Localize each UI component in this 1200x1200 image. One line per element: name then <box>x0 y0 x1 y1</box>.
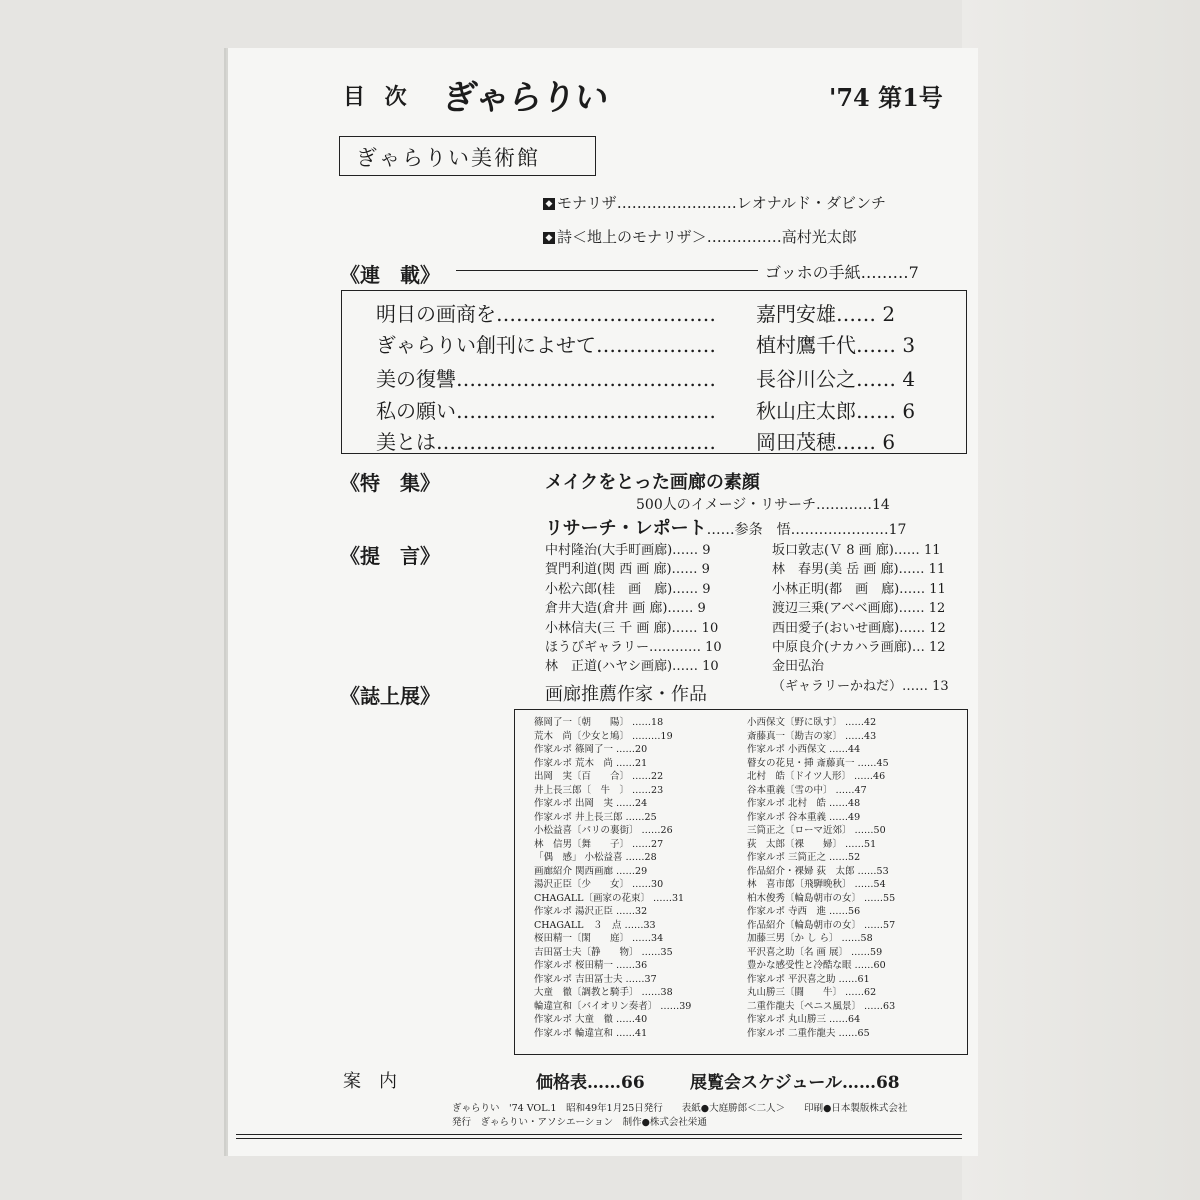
exhibit-item: 作家ルポ 井上長三郎 ……25 <box>534 811 657 823</box>
issue-number: '74 第1号 <box>829 83 943 112</box>
serial-row: ぎゃらりい創刊によせて……………… <box>376 333 716 357</box>
serial-row-author: 長谷川公之…… 4 <box>756 367 916 391</box>
exhibit-right-list <box>747 716 895 1040</box>
exhibit-item: 作家ルポ 二重作龍夫 ……65 <box>747 1027 870 1039</box>
exhibit-left-list <box>534 716 691 1040</box>
exhibit-item: CHAGALL ３ 点 ……33 <box>534 919 656 931</box>
exhibit-item: 吉田冨士夫〔静 物〕 ……35 <box>534 946 673 958</box>
exhibit-item: 作品紹介〔輪島朝市の女〕 ……57 <box>747 919 896 931</box>
exhibit-item: 作家ルポ 小西保文 ……44 <box>747 744 861 755</box>
exhibit-item: 荻 太郎〔裸 婦〕 ……51 <box>747 838 877 850</box>
book-edge <box>962 0 1200 1200</box>
proposal-label: 《提 言》 <box>340 544 440 568</box>
exhibit-item: 作家ルポ 荒木 尚 ……21 <box>534 757 648 769</box>
museum-title: ぎゃらりい美術館 <box>356 146 540 170</box>
exhibit-item: 作家ルポ 谷本重義 ……49 <box>747 811 861 823</box>
research-report: リサーチ・レポート……参条 悟…………………17 <box>545 518 907 539</box>
proposal-item: 金田弘治 <box>772 659 825 675</box>
exhibit-item: 瞽女の花見・挿 斎藤真一 ……45 <box>747 757 889 769</box>
serial-row-author: 植村鷹千代…… 3 <box>756 333 916 357</box>
serial-row: 美とは…………………………………… <box>376 430 716 454</box>
serial-row: 美の復讐………………………………… <box>376 367 716 391</box>
exhibit-item: 作品紹介・裸婦 荻 太郎 ……53 <box>747 865 889 877</box>
magazine-logo: ぎゃらりい <box>439 78 611 118</box>
colophon-line-2: 発行 ぎゃらりい・アソシエーション 制作●株式会社栄通 <box>452 1117 707 1128</box>
exhibit-item: 三筒正之〔ローマ近郊〕 ……50 <box>747 825 886 836</box>
exhibit-item: 「偶 感」 小松益喜 ……28 <box>534 852 657 863</box>
exhibit-item: 桜田精一〔閑 庭〕 ……34 <box>534 933 664 944</box>
exhibit-item: 作家ルポ 出岡 実 ……24 <box>534 798 648 809</box>
exhibit-item: 林 喜市郎〔飛騨晩秋〕 ……54 <box>747 879 886 890</box>
museum-item-1: ◆ モナリザ……………………レオナルド・ダビンチ <box>543 192 886 213</box>
exhibit-item: 湯沢正臣〔少 女〕 ……30 <box>534 879 664 890</box>
exhibit-item: CHAGALL〔画家の花束〕 ……31 <box>534 892 685 904</box>
exhibit-item: 出岡 実〔百 合〕 ……22 <box>534 771 664 782</box>
serial-row-author: 秋山庄太郎…… 6 <box>756 399 916 423</box>
proposal-item: 倉井大造(倉井 画 廊)…… 9 <box>545 601 706 617</box>
exhibit-item: 林 信男〔舞 子〕 ……27 <box>534 838 664 850</box>
colophon-line-1: ぎゃらりい '74 VOL.1 昭和49年1月25日発行 表紙●大庭勝郎＜二人＞ 印刷●日本製版株式会社 <box>452 1103 908 1114</box>
serial-label: 《連 載》 <box>340 263 440 287</box>
exhibit-item: 作家ルポ 湯沢正臣 ……32 <box>534 906 648 917</box>
proposal-item: ほうびギャラリー………… 10 <box>545 640 722 656</box>
exhibit-item: 大童 徹〔調教と騎手〕 ……38 <box>534 987 673 998</box>
serial-row-author: 岡田茂穂…… 6 <box>756 430 896 454</box>
proposal-item: 渡辺三乗(アベベ画廊)…… 12 <box>772 601 946 617</box>
exhibit-item: 作家ルポ 輪違宣和 ……41 <box>534 1027 648 1039</box>
exhibit-item: 輪違宣和〔バイオリン奏者〕 ……39 <box>534 1000 692 1012</box>
exhibit-item: 平沢喜之助〔名 画 展〕 ……59 <box>747 946 883 958</box>
diamond-box-icon: ◆ <box>543 198 555 210</box>
proposal-item: （ギャラリーかねだ）…… 13 <box>772 678 949 694</box>
serial-row: 私の願い………………………………… <box>376 399 716 423</box>
bottom-double-rule <box>236 1134 962 1139</box>
feature-title: メイクをとった画廊の素顔 <box>545 472 760 493</box>
exhibit-item: 作家ルポ 丸山勝三 ……64 <box>747 1014 861 1025</box>
exhibit-title: 画廊推薦作家・作品 <box>545 684 707 705</box>
exhibit-item: 作家ルポ 篠岡了一 ……20 <box>534 744 648 755</box>
exhibit-item: 丸山勝三〔闘 牛〕 ……62 <box>747 987 877 998</box>
exhibit-item: 荒木 尚〔少女と鳩〕 ………19 <box>534 730 673 742</box>
proposal-item: 坂口敦志(Ｖ 8 画 廊)…… 11 <box>772 543 941 558</box>
exhibit-label: 《誌上展》 <box>340 684 440 708</box>
serial-row-author: 嘉門安雄…… 2 <box>756 302 896 326</box>
proposal-item: 林 春男(美 岳 画 廊)…… 11 <box>772 562 946 578</box>
exhibit-item: 北村 皓〔ドイツ人形〕 ……46 <box>747 771 886 782</box>
proposal-item: 小林正明(都 画 廊)…… 11 <box>772 581 946 597</box>
feature-label: 《特 集》 <box>340 471 440 495</box>
exhibit-item: 作家ルポ 大童 徹 ……40 <box>534 1014 648 1025</box>
proposal-left <box>545 541 722 677</box>
exhibit-item: 小西保文〔野に臥す〕 ……42 <box>747 717 877 728</box>
museum-item-2: ◆ 詩＜地上のモナリザ＞……………高村光太郎 <box>543 226 857 247</box>
exhibit-item: 二重作龍夫〔ペニス風景〕 ……63 <box>747 1000 896 1012</box>
exhibit-item: 加藤三男〔か し ら〕 ……58 <box>747 933 873 944</box>
gogh-letters: ゴッホの手紙………7 <box>765 263 919 282</box>
proposal-right <box>772 541 949 696</box>
proposal-item: 林 正道(ハヤシ画廊)…… 10 <box>545 659 719 675</box>
proposal-item: 西田愛子(おいせ画廊)…… 12 <box>772 620 946 636</box>
exhibition-schedule: 展覧会スケジュール……68 <box>690 1073 900 1093</box>
exhibit-item: 斎藤真一〔勘吉の家〕 ……43 <box>747 730 877 742</box>
serial-rule <box>456 270 758 271</box>
exhibit-item: 柏木俊秀〔輪島朝市の女〕 ……55 <box>747 892 896 904</box>
proposal-item: 小松六郎(桂 画 廊)…… 9 <box>545 581 711 597</box>
guide-label: 案 内 <box>343 1071 397 1092</box>
proposal-item: 賀門利道(関 西 画 廊)…… 9 <box>545 562 710 578</box>
serial-row: 明日の画商を…………………………… <box>376 302 716 326</box>
exhibit-item: 作家ルポ 寺西 進 ……56 <box>747 906 861 917</box>
proposal-item: 小林信夫(三 千 画 廊)…… 10 <box>545 620 719 636</box>
exhibit-item: 豊かな感受性と冷酷な眼 ……60 <box>747 960 886 971</box>
exhibit-item: 篠岡了一〔朝 陽〕 ……18 <box>534 717 664 728</box>
exhibit-item: 谷本重義〔雪の中〕 ……47 <box>747 784 867 796</box>
toc-label: 目 次 <box>343 85 413 110</box>
exhibit-item: 井上長三郎〔 牛 〕 ……23 <box>534 784 664 796</box>
exhibit-item: 作家ルポ 三筒正之 ……52 <box>747 852 861 863</box>
exhibit-item: 作家ルポ 吉田冨士夫 ……37 <box>534 973 657 985</box>
feature-sub: 500人のイメージ・リサーチ…………14 <box>636 497 890 513</box>
exhibit-item: 小松益喜〔パリの裏街〕 ……26 <box>534 825 673 836</box>
exhibit-item: 作家ルポ 平沢喜之助 ……61 <box>747 973 870 985</box>
proposal-item: 中原良介(ナカハラ画廊)… 12 <box>772 640 946 656</box>
diamond-box-icon: ◆ <box>543 232 555 244</box>
exhibit-item: 作家ルポ 北村 皓 ……48 <box>747 798 861 809</box>
proposal-item: 中村隆治(大手町画廊)…… 9 <box>545 543 711 558</box>
exhibit-item: 画廊紹介 関西画廊 ……29 <box>534 865 648 877</box>
exhibit-item: 作家ルポ 桜田精一 ……36 <box>534 960 648 971</box>
price-list: 価格表……66 <box>536 1073 645 1093</box>
